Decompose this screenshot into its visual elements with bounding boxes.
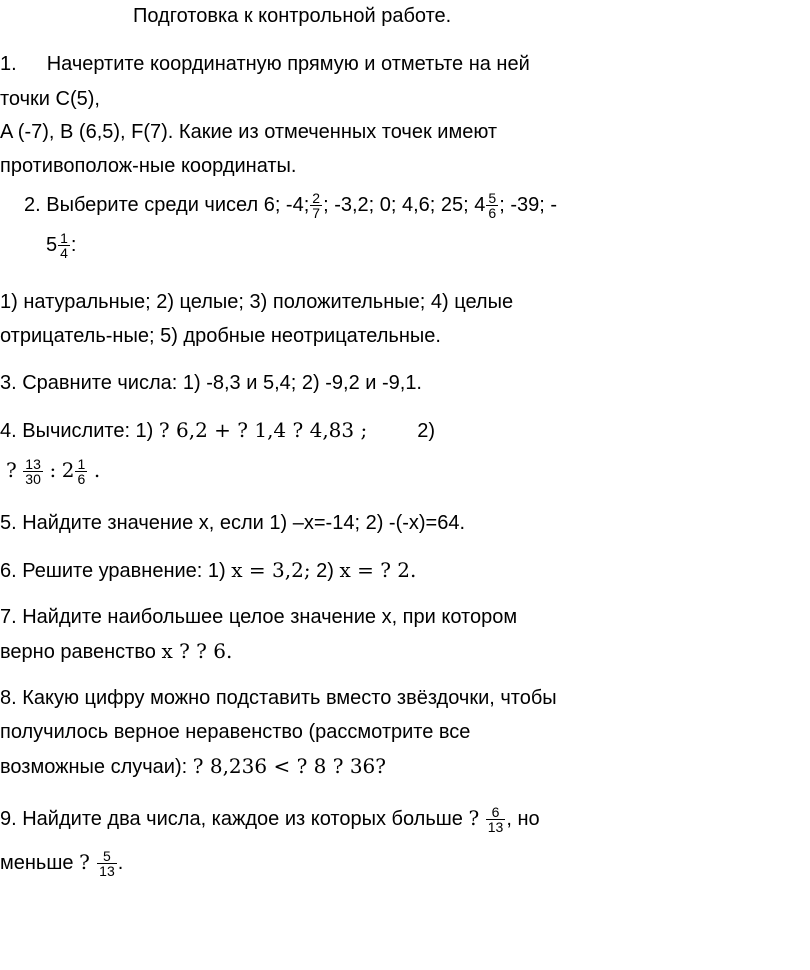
task-9-line-1-end: , но — [506, 808, 540, 830]
task-1-line-3: A (-7), B (6,5), F(7). Какие из отмеченных точек имеют — [0, 121, 498, 143]
task-2-line-3: 1) натуральные; 2) целые; 3) положительные; 4) целые — [0, 291, 514, 313]
fraction-1-4: $\frac{1}{4}$ — [60, 230, 68, 262]
task-6-equation-1: x = 3,2; — [231, 558, 311, 582]
task-8-line-1: 8. Какую цифру можно подставить вместо звёздочки, чтобы — [0, 687, 557, 709]
task-2-prefix: 2. Выберите среди чисел 6; -4; — [24, 194, 310, 216]
unknown-symbol: ? — [79, 850, 97, 874]
task-8-inequality: ? 8,236 < ? 8 ? 36? — [192, 754, 386, 778]
task-6-equation-2: x = ? 2. — [339, 558, 417, 582]
period: . — [117, 852, 124, 874]
mixed-number-whole: 5 — [46, 234, 58, 256]
task-7-line-1: 7. Найдите наибольшее целое значение x, при котором — [0, 606, 518, 628]
period: . — [93, 458, 101, 482]
task-9-line-1 — [0, 796, 540, 841]
fraction-6-13: $\frac{6}{13}$ — [487, 804, 504, 836]
task-8-line-3 — [0, 754, 386, 779]
task-2-numbers-end: ; -39; - — [499, 194, 557, 216]
task-8-text: возможные случаи): — [0, 756, 193, 778]
task-4-line-2 — [6, 448, 100, 493]
task-4-line-1 — [0, 418, 435, 443]
task-2-line-1 — [24, 188, 557, 222]
division-sign: : — [49, 458, 57, 482]
task-9-text-2: меньше — [0, 852, 80, 874]
task-2-numbers: ; -3,2; 0; 4,6; 25; 4 — [323, 194, 486, 216]
fraction-2-7: $\frac{2}{7}$ — [312, 190, 321, 222]
task-1-text: Начертите координатную прямую и отметьте на ней — [46, 53, 530, 75]
task-4-prefix: 4. Вычислите: 1) — [0, 420, 159, 442]
task-1-line-1 — [0, 52, 530, 76]
mixed-number-whole: 2 — [61, 458, 75, 482]
task-7-line-2 — [0, 639, 232, 664]
task-3: 3. Сравните числа: 1) -8,3 и 5,4; 2) -9,2 и -9,1. — [0, 372, 422, 394]
task-9-text: 9. Найдите два числа, каждое из которых больше — [0, 808, 469, 830]
fraction-13-30: $\frac{13}{30}$ — [25, 456, 41, 488]
document-title: Подготовка к контрольной работе. — [133, 5, 452, 27]
task-7-expression: x ? ? 6. — [161, 639, 233, 663]
task-8-line-2: получилось верное неравенство (рассмотрите все — [0, 721, 471, 743]
task-1-number: 1. — [0, 53, 17, 75]
task-1-line-2: точки C(5), — [0, 88, 100, 110]
fraction-5-13: $\frac{5}{13}$ — [99, 848, 115, 880]
fraction-1-6: $\frac{1}{6}$ — [77, 456, 86, 488]
task-1-line-4: противополож-ные координаты. — [0, 155, 297, 177]
task-7-text: верно равенство — [0, 641, 162, 663]
task-6-part-2: 2) — [310, 560, 340, 582]
task-6-prefix: 6. Решите уравнение: 1) — [0, 560, 232, 582]
task-4-part-2: 2) — [417, 420, 436, 442]
task-5: 5. Найдите значение x, если 1) –x=-14; 2) -(-x)=64. — [0, 512, 466, 534]
task-2-line-4: отрицатель-ные; 5) дробные неотрицательные. — [0, 325, 441, 347]
unknown-symbol: ? — [468, 806, 480, 830]
task-4-expression-1: ? 6,2 + ? 1,4 ? 4,83 ; — [158, 418, 368, 442]
fraction-5-6: $\frac{5}{6}$ — [488, 190, 497, 222]
task-2-colon: : — [70, 234, 77, 256]
task-2-line-2 — [46, 228, 76, 262]
task-9-line-2 — [0, 840, 123, 885]
unknown-symbol: ? — [6, 458, 17, 482]
task-6 — [0, 558, 416, 583]
